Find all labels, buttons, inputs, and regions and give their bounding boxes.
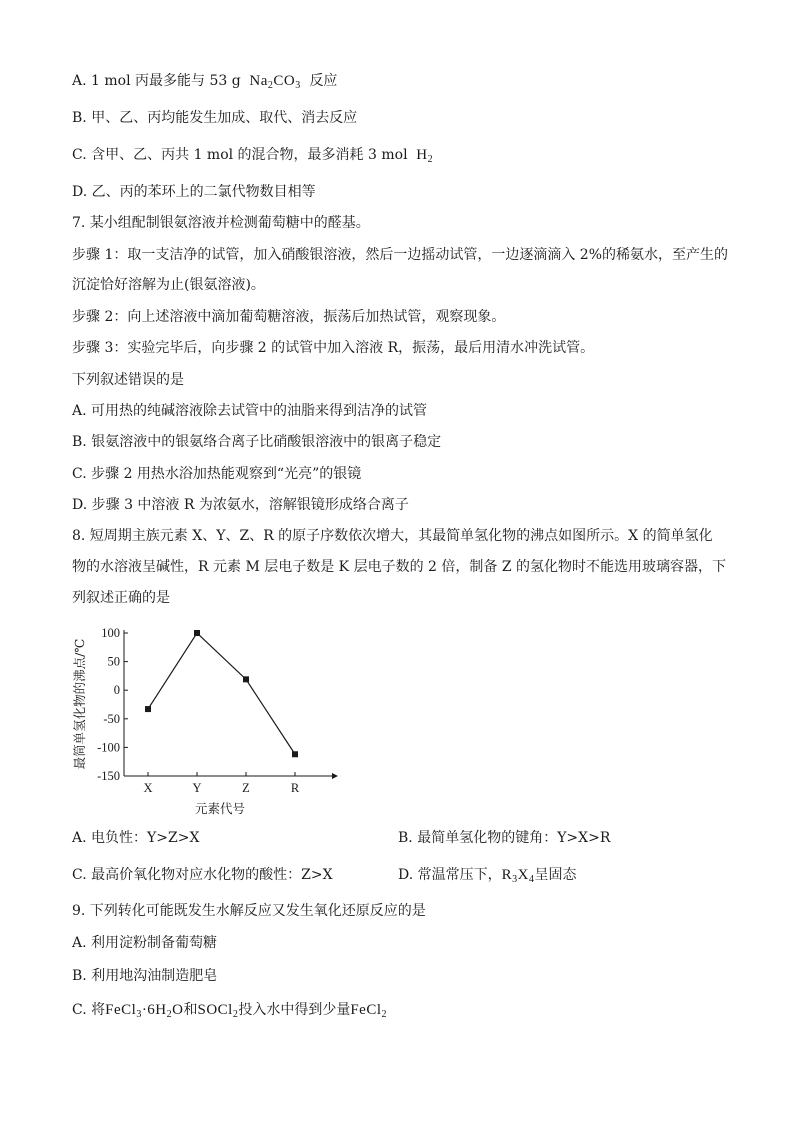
q6-option-a	[72, 72, 337, 90]
q7-step2: 步骤 2：向上述溶液中滴加葡萄糖溶液，振荡后加热试管，观察现象。	[72, 309, 506, 325]
x-tick-label: Z	[242, 781, 250, 795]
chart-axes	[124, 630, 338, 779]
q8-stem-line1: 8. 短周期主族元素 X、Y、Z、R 的原子序数依次增大，其最简单氢化物的沸点如图所示。X 的简单氢化	[72, 528, 713, 544]
q7-option-a: A. 可用热的纯碱溶液除去试管中的油脂来得到洁净的试管	[72, 403, 428, 419]
q8-option-c: C. 最高价氧化物对应水化物的酸性：Z>X	[72, 867, 333, 883]
q8-option-b: B. 最简单氢化物的键角：Y>X>R	[398, 830, 611, 846]
q6-option-d: D. 乙、丙的苯环上的二氯代物数目相等	[72, 184, 316, 200]
x-tick-label: R	[290, 781, 300, 795]
q6-option-c-formula: $H_2$	[416, 147, 434, 165]
q7-step1-line1: 步骤 1：取一支洁净的试管，加入硝酸银溶液，然后一边摇动试管，一边逐滴滴入 2%的稀氨水，至产生的	[72, 247, 729, 263]
y-axis-label: 最简单氢化物的沸点/℃	[72, 638, 87, 770]
y-tick-label: -150	[97, 769, 120, 783]
data-point-Z	[243, 676, 249, 682]
q8-stem-line2: 物的水溶液呈碱性，R 元素 M 层电子数是 K 层电子数的 2 倍，制备 Z 的氢化物时不能选用玻璃容器，下	[72, 559, 727, 575]
q8-option-d-text: D. 常温常压下，	[398, 867, 502, 883]
series-line	[148, 633, 295, 754]
q7-option-b: B. 银氨溶液中的银氨络合离子比硝酸银溶液中的银离子稳定	[72, 434, 442, 450]
q7-step3: 步骤 3：实验完毕后，向步骤 2 的试管中加入溶液 R，振荡，最后用清水冲洗试管。	[72, 340, 595, 356]
q9-option-a: A. 利用淀粉制备葡萄糖	[72, 935, 218, 951]
q9-formula-fecl3-hydrate: $FeCl_3\cdot 6H_2O$	[105, 1002, 184, 1020]
q9-option-c: C. 将$FeCl_3\cdot 6H_2O$和SOCl$_2$投入水中得到少量FeCl$_2$	[72, 1002, 388, 1020]
y-tick-label: 100	[101, 626, 120, 640]
q7-ask: 下列叙述错误的是	[72, 372, 184, 388]
y-tick-label: -100	[97, 740, 120, 755]
data-point-X	[145, 706, 151, 712]
q9-stem: 9. 下列转化可能既发生水解反应又发生氧化还原反应的是	[72, 903, 426, 919]
q7-option-d: D. 步骤 3 中溶液 R 为浓氨水，溶解银镜形成络合离子	[72, 497, 409, 513]
data-point-R	[292, 751, 298, 757]
q7-step1-line2: 沉淀恰好溶解为止(银氨溶液)。	[72, 277, 265, 293]
q6-option-a-text: A. 1 mol 丙最多能与 53 g	[72, 73, 241, 89]
y-tick-label: 50	[107, 654, 120, 669]
x-tick-label: X	[143, 781, 153, 795]
q7-stem: 7. 某小组配制银氨溶液并检测葡萄糖中的醛基。	[72, 215, 370, 231]
q6-option-a-formula: $Na_2CO_3$	[249, 73, 301, 91]
x-axis-label: 元素代号	[194, 801, 246, 816]
q9-formula-socl2: SOCl$_2$	[197, 1002, 239, 1020]
data-point-Y	[194, 630, 200, 636]
q6-option-c	[72, 146, 433, 164]
q8-option-d	[398, 866, 577, 884]
q7-option-c: C. 步骤 2 用热水浴加热能观察到“光亮”的银镜	[72, 466, 362, 482]
x-tick-label: Y	[192, 781, 202, 795]
boiling-point-chart	[62, 618, 352, 823]
q8-stem-line3: 列叙述正确的是	[72, 590, 170, 606]
y-tick-label: -50	[103, 711, 120, 726]
y-tick-label: 0	[113, 683, 120, 698]
q8-option-d-tail: 呈固态	[534, 867, 577, 883]
q8-option-a: A. 电负性：Y>Z>X	[72, 830, 200, 846]
q6-option-b: B. 甲、乙、丙均能发生加成、取代、消去反应	[72, 110, 358, 126]
q6-option-a-tail: 反应	[309, 73, 338, 89]
q9-formula-fecl2: FeCl$_2$	[350, 1002, 388, 1020]
q9-option-b: B. 利用地沟油制造肥皂	[72, 968, 218, 984]
q8-option-d-formula: $R_3X_4$	[501, 867, 535, 885]
q6-option-c-text: C. 含甲、乙、丙共 1 mol 的混合物，最多消耗 3 mol	[72, 147, 408, 163]
